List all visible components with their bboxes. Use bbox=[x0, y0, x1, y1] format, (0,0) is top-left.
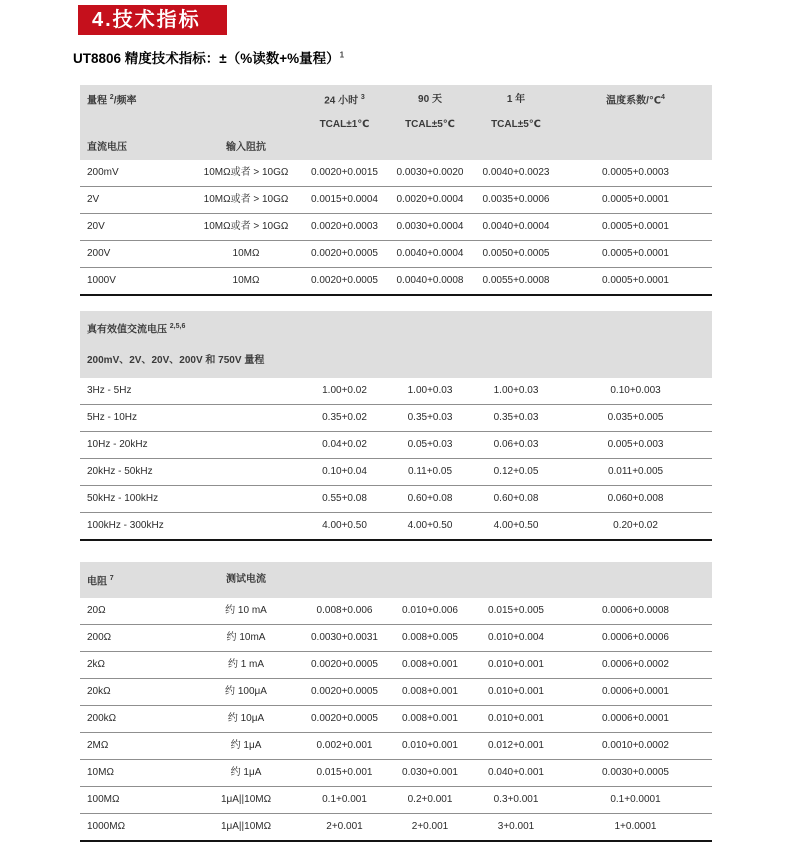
cell-value: 0.010+0.001 bbox=[473, 705, 559, 732]
col-header-90d: 90 天 bbox=[387, 85, 473, 113]
cell-value: 约 10μA bbox=[190, 705, 302, 732]
cell-value: 0.0035+0.0006 bbox=[473, 187, 559, 214]
cell-value: 0.05+0.03 bbox=[387, 431, 473, 458]
table-row bbox=[80, 160, 712, 187]
cell-value: 0.3+0.001 bbox=[473, 786, 559, 813]
cell-value: 0.0020+0.0005 bbox=[302, 268, 387, 296]
cell-value bbox=[190, 485, 302, 512]
cell-value: 10MΩ或者 > 10GΩ bbox=[190, 160, 302, 187]
row-label: 100MΩ bbox=[80, 786, 190, 813]
cell-value: 0.040+0.001 bbox=[473, 759, 559, 786]
row-label: 200V bbox=[80, 241, 190, 268]
cell-value: 约 1μA bbox=[190, 732, 302, 759]
table-row bbox=[80, 268, 712, 296]
cell-value: 0.060+0.008 bbox=[559, 485, 712, 512]
footnote-marker: 4 bbox=[660, 94, 665, 101]
cell-value: 1+0.0001 bbox=[559, 813, 712, 841]
row-label: 5Hz - 10Hz bbox=[80, 404, 190, 431]
footnote-marker: 2,5,6 bbox=[169, 323, 186, 331]
cell-value: 10MΩ bbox=[190, 268, 302, 296]
header-row-tcal bbox=[80, 113, 712, 136]
cell-value: 4.00+0.50 bbox=[387, 512, 473, 540]
cell-value: 0.2+0.001 bbox=[387, 786, 473, 813]
dc-voltage-rows bbox=[80, 160, 712, 295]
row-label: 2V bbox=[80, 187, 190, 214]
cell-value: 0.008+0.001 bbox=[387, 651, 473, 678]
table-row bbox=[80, 705, 712, 732]
row-label: 1000V bbox=[80, 268, 190, 296]
row-label: 2MΩ bbox=[80, 732, 190, 759]
table-row bbox=[80, 187, 712, 214]
cell-value: 0.010+0.004 bbox=[473, 624, 559, 651]
ac-voltage-rows bbox=[80, 378, 712, 540]
cell-value: 0.0030+0.0004 bbox=[387, 214, 473, 241]
ac-voltage-table bbox=[80, 311, 712, 540]
footnote-marker: 3 bbox=[360, 94, 365, 101]
col-header-tempco: 温度系数/℃$^4$ bbox=[559, 85, 712, 113]
cell-value bbox=[190, 512, 302, 540]
cell-value: 0.35+0.02 bbox=[302, 404, 387, 431]
cell-value: 0.008+0.006 bbox=[302, 598, 387, 625]
cell-value: 0.0020+0.0005 bbox=[302, 705, 387, 732]
table-row bbox=[80, 241, 712, 268]
cell-value: 0.0010+0.0002 bbox=[559, 732, 712, 759]
table-row bbox=[80, 651, 712, 678]
header-row-main bbox=[80, 85, 712, 113]
col-header-range: 量程 $^2$/频率 bbox=[80, 85, 190, 113]
tcal-90d: TCAL±5℃ bbox=[387, 113, 473, 136]
cell-value: 0.11+0.05 bbox=[387, 458, 473, 485]
cell-value: 0.0005+0.0001 bbox=[559, 241, 712, 268]
cell-value: 0.0006+0.0006 bbox=[559, 624, 712, 651]
header-row-section bbox=[80, 136, 712, 160]
cell-value bbox=[190, 404, 302, 431]
table-row bbox=[80, 404, 712, 431]
dc-voltage-table bbox=[80, 85, 712, 296]
table-row bbox=[80, 431, 712, 458]
header-row-ranges bbox=[80, 347, 712, 378]
footnote-marker: 7 bbox=[109, 574, 114, 582]
cell-value: 0.0006+0.0001 bbox=[559, 678, 712, 705]
page-title bbox=[73, 47, 344, 67]
cell-value: 0.0020+0.0015 bbox=[302, 160, 387, 187]
cell-value: 0.0030+0.0020 bbox=[387, 160, 473, 187]
cell-value: 0.008+0.001 bbox=[387, 678, 473, 705]
row-label: 20kΩ bbox=[80, 678, 190, 705]
table-row bbox=[80, 512, 712, 540]
cell-value: 约 100μA bbox=[190, 678, 302, 705]
cell-value: 0.0006+0.0002 bbox=[559, 651, 712, 678]
cell-value: 0.0040+0.0004 bbox=[473, 214, 559, 241]
cell-value: 0.55+0.08 bbox=[302, 485, 387, 512]
cell-value: 4.00+0.50 bbox=[473, 512, 559, 540]
footnote-marker: 1 bbox=[339, 50, 345, 60]
resistance-rows bbox=[80, 598, 712, 841]
cell-value: 0.12+0.05 bbox=[473, 458, 559, 485]
cell-value: 10MΩ或者 > 10GΩ bbox=[190, 214, 302, 241]
cell-value: 4.00+0.50 bbox=[302, 512, 387, 540]
col-header-1y: 1 年 bbox=[473, 85, 559, 113]
cell-value: 1μA||10MΩ bbox=[190, 813, 302, 841]
section-label-dc-voltage: 直流电压 bbox=[80, 136, 190, 160]
cell-value: 0.0055+0.0008 bbox=[473, 268, 559, 296]
cell-value: 0.008+0.005 bbox=[387, 624, 473, 651]
cell-value: 0.010+0.001 bbox=[387, 732, 473, 759]
cell-value: 0.60+0.08 bbox=[387, 485, 473, 512]
row-label: 1000MΩ bbox=[80, 813, 190, 841]
cell-value: 0.0005+0.0003 bbox=[559, 160, 712, 187]
table-row bbox=[80, 598, 712, 625]
spec-tables bbox=[80, 85, 712, 842]
cell-value: 0.0050+0.0005 bbox=[473, 241, 559, 268]
cell-value: 0.0020+0.0005 bbox=[302, 241, 387, 268]
table-row bbox=[80, 786, 712, 813]
row-label: 3Hz - 5Hz bbox=[80, 378, 190, 405]
cell-value: 1.00+0.03 bbox=[387, 378, 473, 405]
cell-value: 0.0015+0.0004 bbox=[302, 187, 387, 214]
section-banner: 4.技术指标 bbox=[78, 5, 227, 35]
table-row bbox=[80, 485, 712, 512]
row-label: 10Hz - 20kHz bbox=[80, 431, 190, 458]
cell-value: 0.06+0.03 bbox=[473, 431, 559, 458]
col-header-impedance: 输入阻抗 bbox=[190, 136, 302, 160]
cell-value: 0.0040+0.0023 bbox=[473, 160, 559, 187]
cell-value: 0.0006+0.0001 bbox=[559, 705, 712, 732]
cell-value: 0.010+0.001 bbox=[473, 651, 559, 678]
cell-value: 0.0020+0.0005 bbox=[302, 651, 387, 678]
cell-value: 1μA||10MΩ bbox=[190, 786, 302, 813]
page-title-text: UT8806 精度技术指标：±（%读数+%量程） bbox=[73, 51, 340, 66]
row-label: 10MΩ bbox=[80, 759, 190, 786]
cell-value: 0.10+0.003 bbox=[559, 378, 712, 405]
cell-value: 0.0006+0.0008 bbox=[559, 598, 712, 625]
header-row-section bbox=[80, 311, 712, 346]
section-label-ac-voltage: 真有效值交流电压 $^{2,5,6}$ bbox=[80, 311, 712, 346]
cell-value: 0.0030+0.0031 bbox=[302, 624, 387, 651]
cell-value: 0.0020+0.0003 bbox=[302, 214, 387, 241]
cell-value: 0.0005+0.0001 bbox=[559, 214, 712, 241]
cell-value: 0.60+0.08 bbox=[473, 485, 559, 512]
cell-value: 0.04+0.02 bbox=[302, 431, 387, 458]
cell-value: 0.0005+0.0001 bbox=[559, 268, 712, 296]
table-row bbox=[80, 813, 712, 841]
cell-value bbox=[190, 431, 302, 458]
cell-value: 约 10mA bbox=[190, 624, 302, 651]
tcal-1y: TCAL±5℃ bbox=[473, 113, 559, 136]
cell-value: 0.035+0.005 bbox=[559, 404, 712, 431]
cell-value: 约 10 mA bbox=[190, 598, 302, 625]
table-row bbox=[80, 678, 712, 705]
cell-value: 0.1+0.001 bbox=[302, 786, 387, 813]
col-header-empty bbox=[190, 85, 302, 113]
cell-value: 0.015+0.001 bbox=[302, 759, 387, 786]
row-label: 50kHz - 100kHz bbox=[80, 485, 190, 512]
header-row-section bbox=[80, 562, 712, 598]
row-label: 20V bbox=[80, 214, 190, 241]
cell-value: 0.35+0.03 bbox=[473, 404, 559, 431]
cell-value: 0.005+0.003 bbox=[559, 431, 712, 458]
cell-value: 0.1+0.0001 bbox=[559, 786, 712, 813]
cell-value: 0.010+0.001 bbox=[473, 678, 559, 705]
cell-value: 0.015+0.005 bbox=[473, 598, 559, 625]
cell-value: 0.008+0.001 bbox=[387, 705, 473, 732]
cell-value: 0.030+0.001 bbox=[387, 759, 473, 786]
cell-value: 1.00+0.02 bbox=[302, 378, 387, 405]
table-row bbox=[80, 732, 712, 759]
table-row bbox=[80, 378, 712, 405]
cell-value: 约 1 mA bbox=[190, 651, 302, 678]
row-label: 100kHz - 300kHz bbox=[80, 512, 190, 540]
cell-value: 0.0020+0.0004 bbox=[387, 187, 473, 214]
cell-value: 0.35+0.03 bbox=[387, 404, 473, 431]
cell-value: 0.0005+0.0001 bbox=[559, 187, 712, 214]
cell-value: 10MΩ bbox=[190, 241, 302, 268]
cell-value bbox=[190, 378, 302, 405]
cell-value: 0.0030+0.0005 bbox=[559, 759, 712, 786]
row-label: 2kΩ bbox=[80, 651, 190, 678]
cell-value: 0.002+0.001 bbox=[302, 732, 387, 759]
table-row bbox=[80, 214, 712, 241]
ac-ranges-subtitle: 200mV、2V、20V、200V 和 750V 量程 bbox=[80, 347, 712, 378]
tcal-24h: TCAL±1℃ bbox=[302, 113, 387, 136]
cell-value: 0.012+0.001 bbox=[473, 732, 559, 759]
resistance-table bbox=[80, 562, 712, 842]
cell-value: 10MΩ或者 > 10GΩ bbox=[190, 187, 302, 214]
row-label: 200Ω bbox=[80, 624, 190, 651]
row-label: 200mV bbox=[80, 160, 190, 187]
table-row bbox=[80, 458, 712, 485]
cell-value: 0.0040+0.0008 bbox=[387, 268, 473, 296]
section-label-resistance: 电阻 $^7$ bbox=[80, 562, 190, 598]
col-header-24h: 24 小时 $^3$ bbox=[302, 85, 387, 113]
col-header-test-current: 测试电流 bbox=[190, 562, 302, 598]
cell-value: 2+0.001 bbox=[387, 813, 473, 841]
cell-value: 3+0.001 bbox=[473, 813, 559, 841]
cell-value: 约 1μA bbox=[190, 759, 302, 786]
footnote-marker: 2 bbox=[109, 94, 114, 101]
table-row bbox=[80, 624, 712, 651]
cell-value: 0.010+0.006 bbox=[387, 598, 473, 625]
cell-value: 1.00+0.03 bbox=[473, 378, 559, 405]
cell-value: 0.0040+0.0004 bbox=[387, 241, 473, 268]
cell-value: 0.0020+0.0005 bbox=[302, 678, 387, 705]
table-row bbox=[80, 759, 712, 786]
cell-value: 0.011+0.005 bbox=[559, 458, 712, 485]
cell-value bbox=[190, 458, 302, 485]
row-label: 200kΩ bbox=[80, 705, 190, 732]
cell-value: 2+0.001 bbox=[302, 813, 387, 841]
cell-value: 0.10+0.04 bbox=[302, 458, 387, 485]
row-label: 20kHz - 50kHz bbox=[80, 458, 190, 485]
row-label: 20Ω bbox=[80, 598, 190, 625]
cell-value: 0.20+0.02 bbox=[559, 512, 712, 540]
